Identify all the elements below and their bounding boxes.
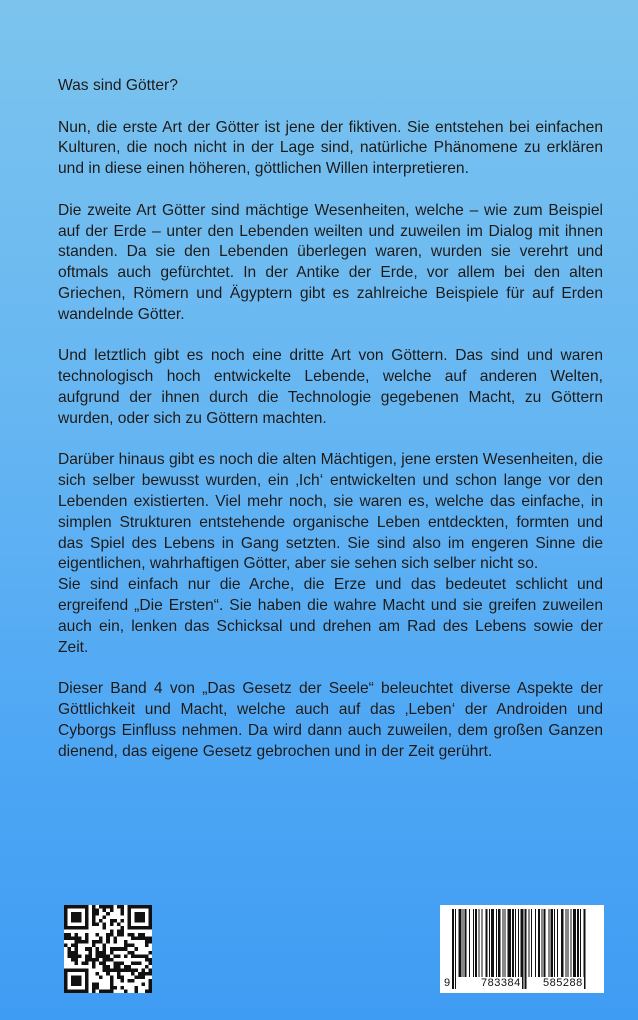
paragraph-technological-gods: Und letztlich gibt es noch eine dritte Art von Göttern. Das sind und waren technologisch hoch entwickelte Lebende, welche auf anderen Welten, aufgrund der ihnen durch die Technologie gegebenen Macht, zu Göttern wurden, oder sich zu Göttern machten. <box>58 347 603 427</box>
paragraph-volume-4: Dieser Band 4 von „Das Gesetz der Seele“ beleuchtet diverse Aspekte der Göttlichkeit und Macht, welche auch auf das ‚Leben‘ der Androiden und Cyborgs Einfluss nehmen. Da wird dann auch zuweilen, dem großen Ganzen dienend, das eigene Gesetz gebrochen und in der Zeit gerührt. <box>58 680 603 760</box>
paragraph-fictive-gods: Nun, die erste Art der Götter ist jene der fiktiven. Sie entstehen bei einfachen Kulturen, die noch nicht in der Lage sind, natürliche Phänomene zu erklären und in diese einen höheren, göttlichen Willen interpretieren. <box>58 118 603 178</box>
barcode-first-digit: 9 <box>444 977 451 989</box>
back-cover-text <box>58 76 603 783</box>
paragraph-mighty-beings: Die zweite Art Götter sind mächtige Wesenheiten, welche – wie zum Beispiel auf der Erde – unter den Lebenden weilten und zuweilen im Dialog mit ihnen standen. Da sie den Lebenden überlegen waren, wurden sie verehrt und oftmals auch gefürchtet. In der Antike der Erde, vor allem bei den alten Griechen, Römern und Ägyptern gibt es zahlreiche Beispiele für auf Erden wandelnde Götter. <box>58 201 603 323</box>
barcode-right-digits: 585288 <box>543 977 583 989</box>
qr-code-graphic <box>64 905 152 993</box>
barcode-icon <box>440 905 604 993</box>
paragraph-the-first: Sie sind einfach nur die Arche, die Erze und das bedeutet schlicht und ergreifend „Die Ersten“. Sie haben die wahre Macht und sie greifen zuweilen auch ein, lenken das Schicksal und drehen am Rad des Lebens sowie der Zeit. <box>58 576 603 656</box>
paragraph-old-mighty: Darüber hinaus gibt es noch die alten Mächtigen, jene ersten Wesenheiten, die sich selber bewusst wurden, ein ‚Ich‘ entwickelten und schon lange vor den Lebenden existierten. Viel mehr noch, sie waren es, welche das einfache, in simplen Strukturen entstehende organische Leben entdeckten, formten und das Spiel des Lebens in Gang setzten. Sie sind also im engeren Sinne die eigentlichen, wahrhaftigen Götter, aber sie sehen sich selber nicht so. <box>58 451 603 573</box>
title-question: Was sind Götter? <box>58 77 178 94</box>
qr-code-icon <box>64 905 152 993</box>
barcode-left-digits: 783384 <box>481 977 521 989</box>
